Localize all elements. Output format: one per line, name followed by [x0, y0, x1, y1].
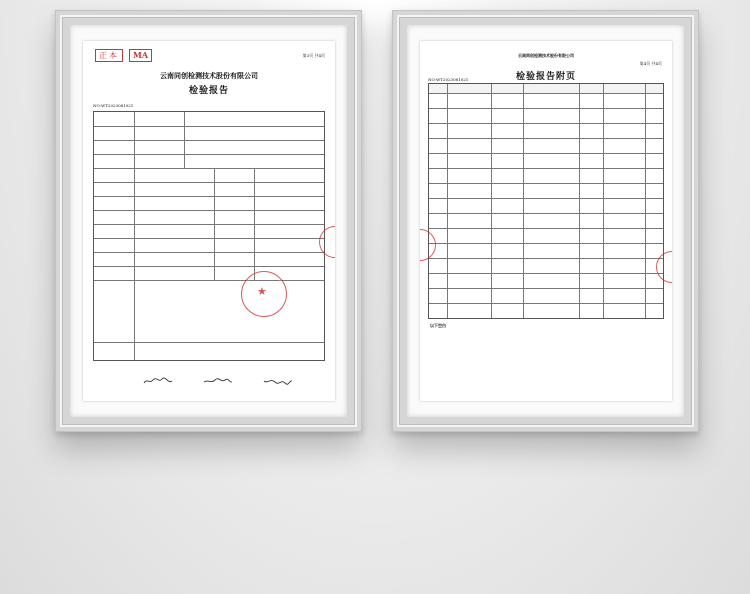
- right-report-paper: [420, 41, 672, 401]
- right-picture-frame: [392, 10, 699, 432]
- right-company-name: 云南同创检测技术股份有限公司: [518, 53, 574, 58]
- results-table-header: [429, 84, 663, 93]
- test-results-table: [428, 83, 664, 319]
- signature-icon: [143, 377, 173, 385]
- inspection-info-table: [93, 111, 325, 361]
- ma-certification-logo: MA: [129, 49, 152, 62]
- left-report-paper: [83, 41, 335, 401]
- signature-icon: [263, 377, 293, 385]
- left-picture-frame: [55, 10, 362, 432]
- right-report-number: NO:WT2023081021: [428, 77, 469, 82]
- signature-icon: [203, 377, 233, 385]
- original-copy-stamp: 正本: [95, 49, 123, 62]
- right-page-number: 第4页 共4页: [639, 61, 662, 66]
- left-seal-star-icon: ★: [257, 285, 267, 298]
- left-company-name: 云南同创检测技术股份有限公司: [160, 71, 258, 80]
- left-page-number: 第3页 共4页: [302, 53, 325, 58]
- left-report-title: 检验报告: [188, 86, 229, 96]
- left-report-number: NO:WT2023081021: [93, 103, 134, 108]
- left-frame-mat: [70, 25, 347, 417]
- right-report-title: 检验报告附页: [515, 72, 576, 82]
- right-frame-mat: [407, 25, 684, 417]
- results-table-footer: 以下空白: [430, 323, 446, 328]
